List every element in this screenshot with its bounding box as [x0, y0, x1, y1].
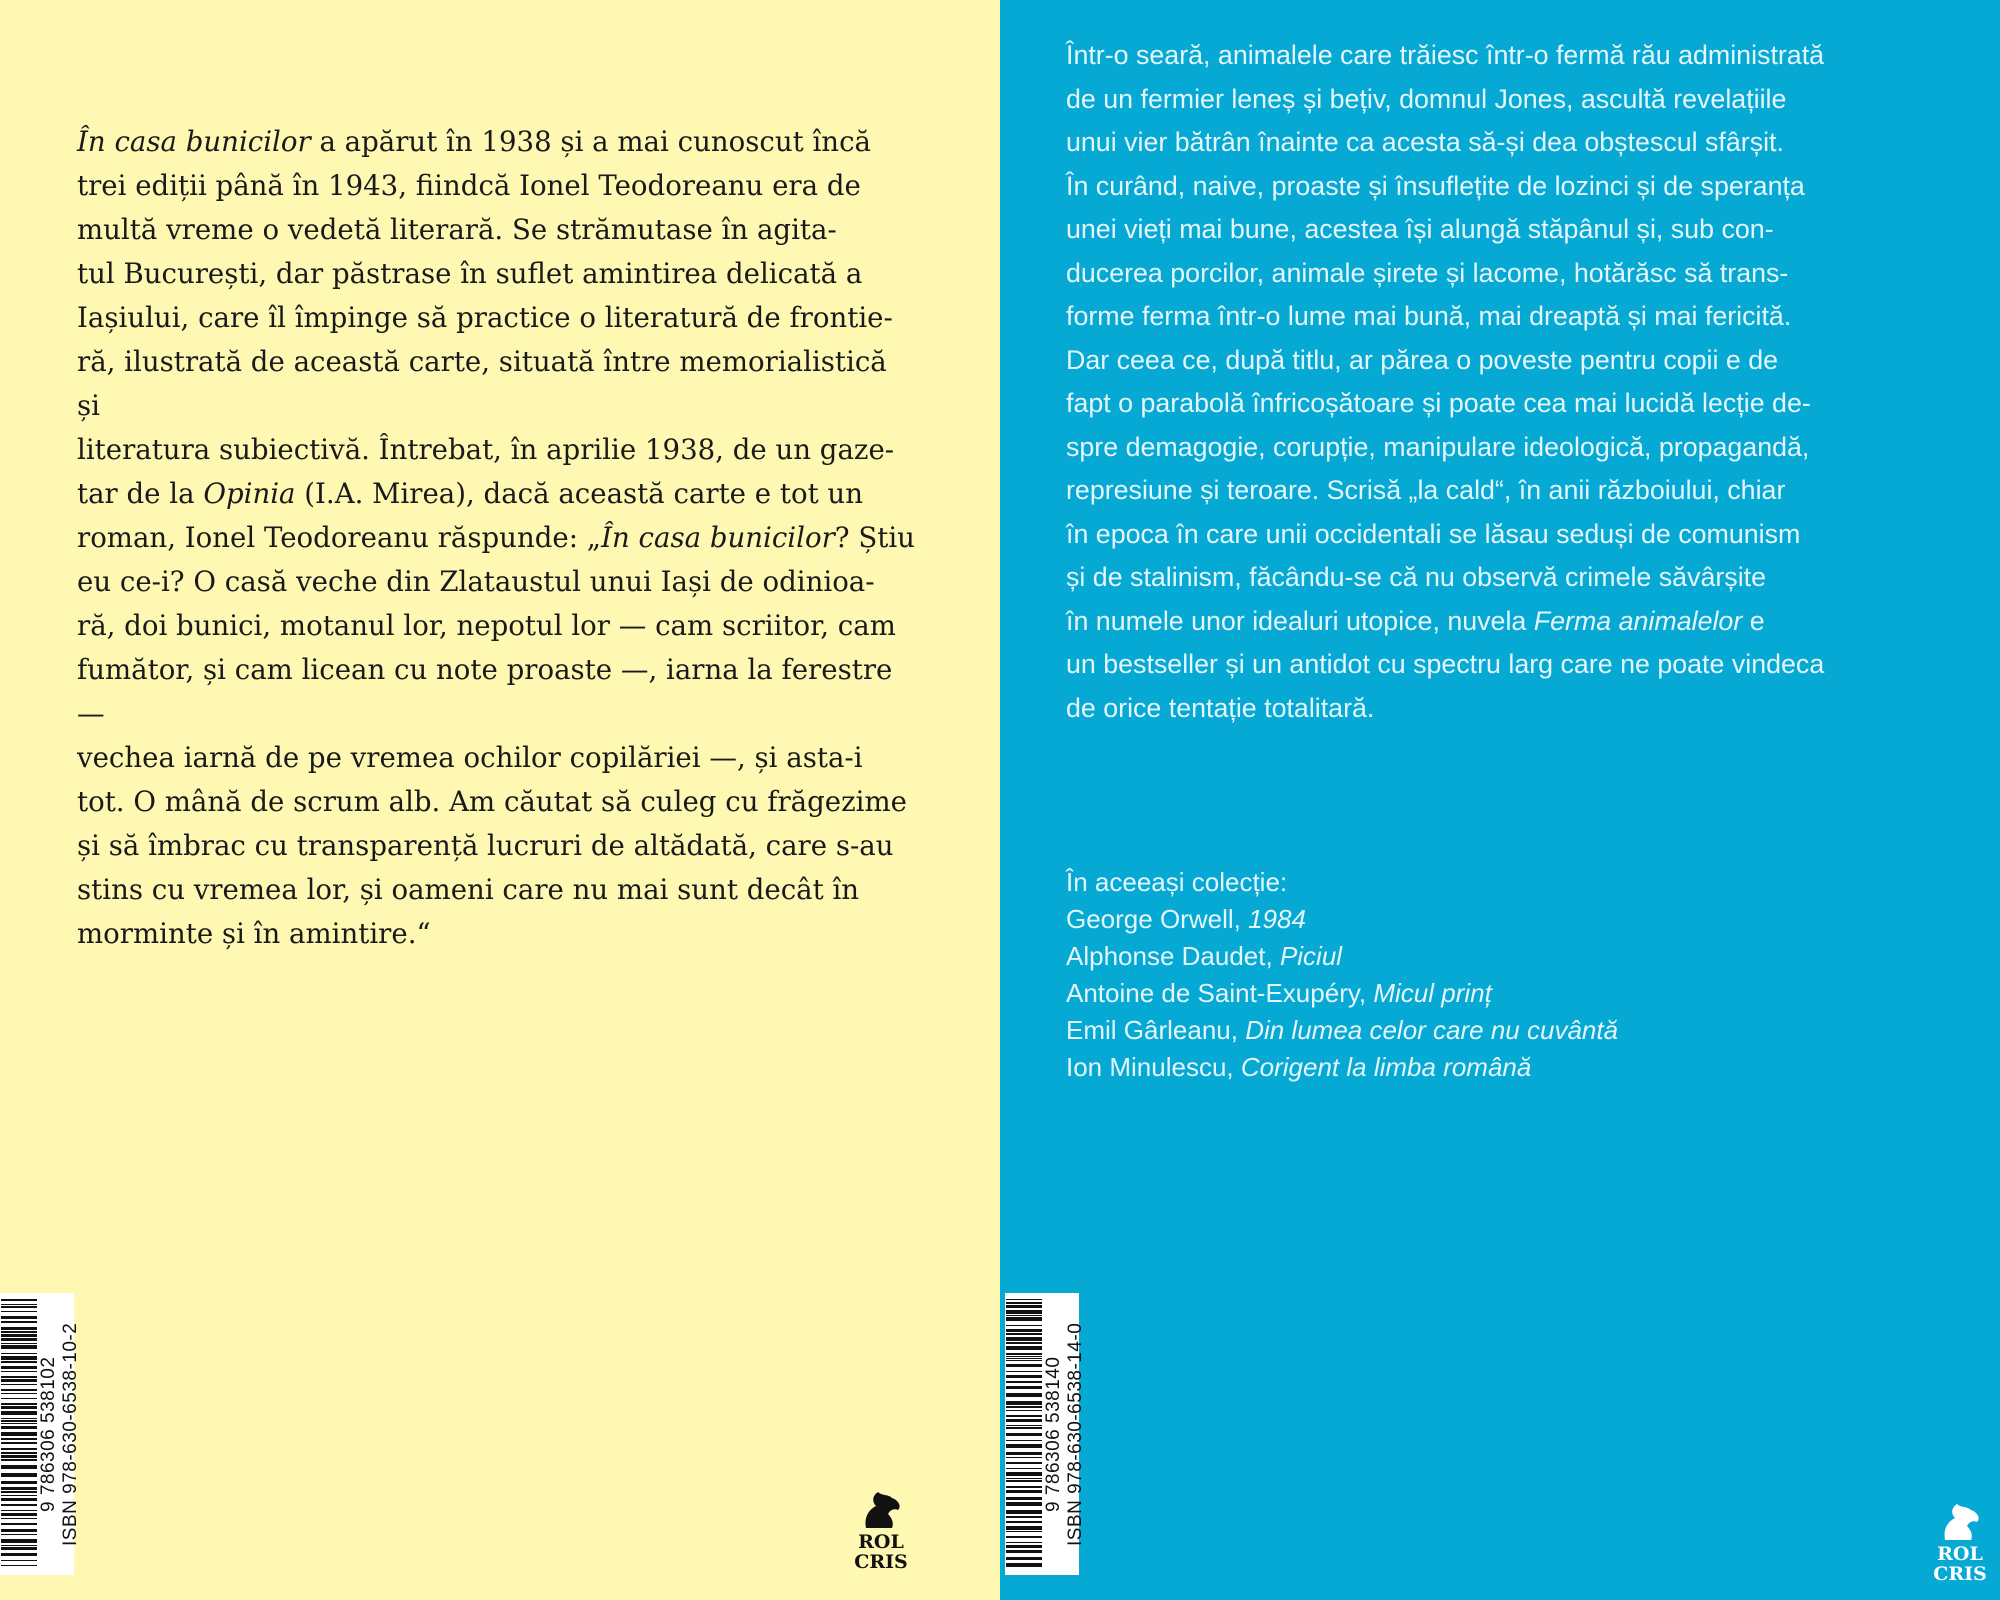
blurb-text: și de stalinism, făcându-se că nu observă crimele săvârșite	[1066, 562, 1767, 592]
collection-author: Emil Gârleanu,	[1066, 1015, 1246, 1045]
right-isbn	[1043, 1293, 1086, 1575]
barcode-bars-icon	[1005, 1299, 1043, 1569]
blurb-text: Iașiului, care îl împinge să practice o literatură de frontie-	[77, 301, 893, 334]
blurb-text: stins cu vremea lor, și oameni care nu mai sunt decât în	[77, 873, 860, 906]
left-isbn-label: ISBN 978-630-6538-10-2	[60, 1322, 81, 1546]
left-logo-line2: CRIS	[854, 1551, 908, 1573]
horse-head-icon	[858, 1490, 904, 1530]
collection-title: Micul prinț	[1373, 978, 1492, 1008]
left-blurb	[77, 120, 917, 956]
collection-item	[1066, 1012, 1866, 1049]
blurb-text: fumător, și cam licean cu note proaste —, iarna la ferestre —	[77, 653, 893, 730]
collection-title: Piciul	[1279, 941, 1343, 971]
blurb-text: multă vreme o vedetă literară. Se strămutase în agita-	[77, 213, 837, 246]
blurb-text: roman, Ionel Teodoreanu răspunde: „	[77, 521, 602, 554]
right-blurb	[1066, 34, 1946, 730]
collection-author: Ion Minulescu,	[1066, 1052, 1241, 1082]
italic-title: În casa bunicilor	[77, 125, 311, 158]
left-barcode-digits: 9 786306 538102	[38, 1356, 59, 1512]
blurb-text: un bestseller și un antidot cu spectru larg care ne poate vindeca	[1066, 649, 1825, 679]
blurb-text: unui vier bătrân înainte ca acesta să-și dea obștescul sfârșit.	[1066, 127, 1784, 157]
blurb-text: represiune și teroare. Scrisă „la cald“, în anii războiului, chiar	[1066, 475, 1786, 505]
collection-list	[1066, 864, 1866, 1086]
left-barcode	[0, 1293, 81, 1575]
blurb-text: trei ediții până în 1943, fiindcă Ionel Teodoreanu era de	[77, 169, 861, 202]
collection-items	[1066, 901, 1866, 1086]
italic-title: În casa bunicilor	[601, 521, 835, 554]
blurb-text: În curând, naive, proaste și însuflețite de lozinci și de speranța	[1066, 170, 1805, 201]
blurb-text: de orice tentație totalitară.	[1066, 692, 1375, 723]
blurb-text: forme ferma într-o lume mai bună, mai dreaptă și mai fericită.	[1066, 301, 1792, 331]
blurb-text: vechea iarnă de pe vremea ochilor copilăriei —, și asta-i	[77, 741, 863, 774]
blurb-text: spre demagogie, corupție, manipulare ideologică, propagandă,	[1066, 431, 1810, 462]
blurb-text: ducerea porcilor, animale șirete și lacome, hotărăsc să trans-	[1066, 257, 1789, 288]
collection-item	[1066, 1049, 1866, 1086]
blurb-text: în epoca în care unii occidentali se lăsau seduși de comunism	[1066, 518, 1801, 549]
horse-head-icon	[1937, 1502, 1983, 1542]
collection-title: 1984	[1248, 904, 1306, 934]
blurb-text: tot. O mână de scrum alb. Am căutat să culeg cu frăgezime	[77, 785, 907, 818]
blurb-text: Dar ceea ce, după titlu, ar părea o poveste pentru copii e de	[1066, 344, 1779, 375]
blurb-text: și să îmbrac cu transparență lucruri de altădată, care s-au	[77, 829, 894, 862]
blurb-text: ră, doi bunici, motanul lor, nepotul lor — cam scriitor, cam	[77, 609, 896, 642]
collection-item	[1066, 938, 1866, 975]
blurb-text: morminte și în amintire.“	[77, 917, 431, 950]
right-back-cover	[1000, 0, 2000, 1600]
blurb-text: în numele unor idealuri utopice, nuvela	[1066, 605, 1534, 636]
left-logo-line1: ROL	[858, 1531, 904, 1553]
right-barcode	[1005, 1293, 1086, 1575]
blurb-text: unei vieți mai bune, acestea își alungă stăpânul și, sub con-	[1066, 214, 1774, 244]
italic-title: Opinia	[203, 477, 296, 510]
collection-title: Din lumea celor care nu cuvântă	[1245, 1015, 1619, 1045]
blurb-text: Într-o seară, animalele care trăiesc într-o fermă rău administrată	[1066, 40, 1825, 70]
right-barcode-digits: 9 786306 538140	[1043, 1356, 1064, 1512]
left-publisher-logo	[849, 1490, 913, 1572]
blurb-text: eu ce-i? O casă veche din Zlataustul unui Iași de odinioa-	[77, 565, 875, 598]
blurb-text: ră, ilustrată de această carte, situată între memorialistică și	[77, 345, 887, 422]
right-publisher-logo	[1928, 1502, 1992, 1584]
blurb-text: fapt o parabolă înfricoșătoare și poate cea mai lucidă lecție de-	[1066, 388, 1811, 418]
right-isbn-label: ISBN 978-630-6538-14-0	[1065, 1322, 1086, 1546]
blurb-paragraph	[1066, 34, 1946, 730]
blurb-text: e	[1742, 605, 1765, 636]
collection-heading: În aceeași colecție:	[1066, 867, 1288, 897]
collection-author: Antoine de Saint-Exupéry,	[1066, 978, 1374, 1008]
collection-title: Corigent la limba română	[1240, 1052, 1532, 1082]
right-logo-line1: ROL	[1937, 1543, 1983, 1565]
blurb-text: (I.A. Mirea), dacă această carte e tot un	[295, 477, 863, 510]
blurb-text: de un fermier leneș și bețiv, domnul Jones, ascultă revelațiile	[1066, 83, 1787, 114]
blurb-text: literatura subiectivă. Întrebat, în aprilie 1938, de un gaze-	[77, 433, 895, 466]
blurb-text: tar de la	[77, 477, 204, 510]
left-isbn	[38, 1293, 81, 1575]
collection-author: Alphonse Daudet,	[1066, 941, 1280, 971]
barcode-bars-icon	[0, 1299, 38, 1569]
collection-author: George Orwell,	[1066, 904, 1249, 934]
blurb-text: a apărut în 1938 și a mai cunoscut încă	[310, 125, 871, 158]
blurb-text: ? Știu	[834, 521, 915, 554]
blurb-text: tul București, dar păstrase în suflet amintirea delicată a	[77, 257, 863, 290]
right-logo-line2: CRIS	[1933, 1563, 1987, 1585]
collection-item	[1066, 975, 1866, 1012]
blurb-paragraph	[77, 120, 917, 956]
italic-title: Ferma animalelor	[1533, 605, 1743, 636]
collection-item	[1066, 901, 1866, 938]
